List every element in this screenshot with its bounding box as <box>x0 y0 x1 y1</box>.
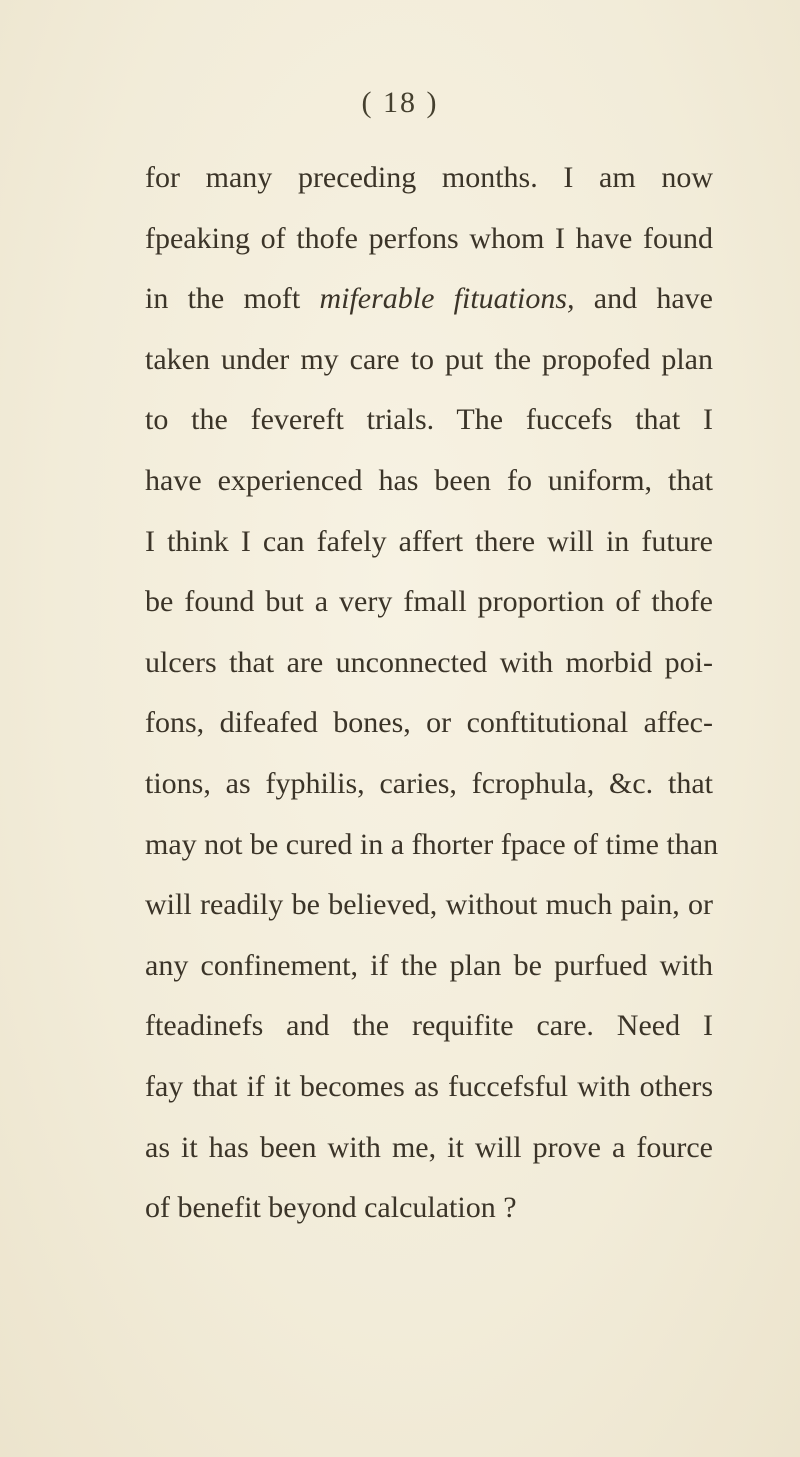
text-line: ulcers that are unconnected with morbid poi- <box>145 645 713 679</box>
text-line: have experienced has been fo uniform, that <box>145 463 713 497</box>
text-line: to the fevereft trials. The fuccefs that I <box>145 403 713 437</box>
text-line: taken under my care to put the propofed plan <box>145 342 713 376</box>
text-line: any confinement, if the plan be purfued with <box>145 948 713 982</box>
text-line: fay that if it becomes as fuccefsful with others <box>145 1069 713 1103</box>
text-line: I think I can fafely affert there will in future <box>145 524 713 558</box>
body-text <box>145 148 719 1239</box>
text-segment: and have <box>574 282 713 316</box>
text-line: as it has been with me, it will prove a fource <box>145 1130 713 1164</box>
text-line: will readily be believed, without much pain, or <box>145 888 713 922</box>
page-number: ( 18 ) <box>361 86 439 119</box>
text-line: tions, as fyphilis, caries, fcrophula, &c. that <box>145 766 713 800</box>
text-line: of benefit beyond calculation ? <box>145 1191 517 1225</box>
text-segment: in the moft <box>145 282 320 316</box>
text-line <box>145 269 713 330</box>
text-line: for many preceding months. I am now <box>145 161 713 194</box>
italic-phrase: miferable fituations, <box>319 282 575 316</box>
text-line: fpeaking of thofe perfons whom I have found <box>145 221 713 255</box>
text-line: fons, difeafed bones, or conftitutional affec- <box>145 706 713 740</box>
text-line: may not be cured in a fhorter fpace of time than <box>145 827 719 861</box>
text-line: fteadinefs and the requifite care. Need I <box>145 1009 713 1043</box>
text-line: be found but a very fmall proportion of thofe <box>145 585 713 619</box>
